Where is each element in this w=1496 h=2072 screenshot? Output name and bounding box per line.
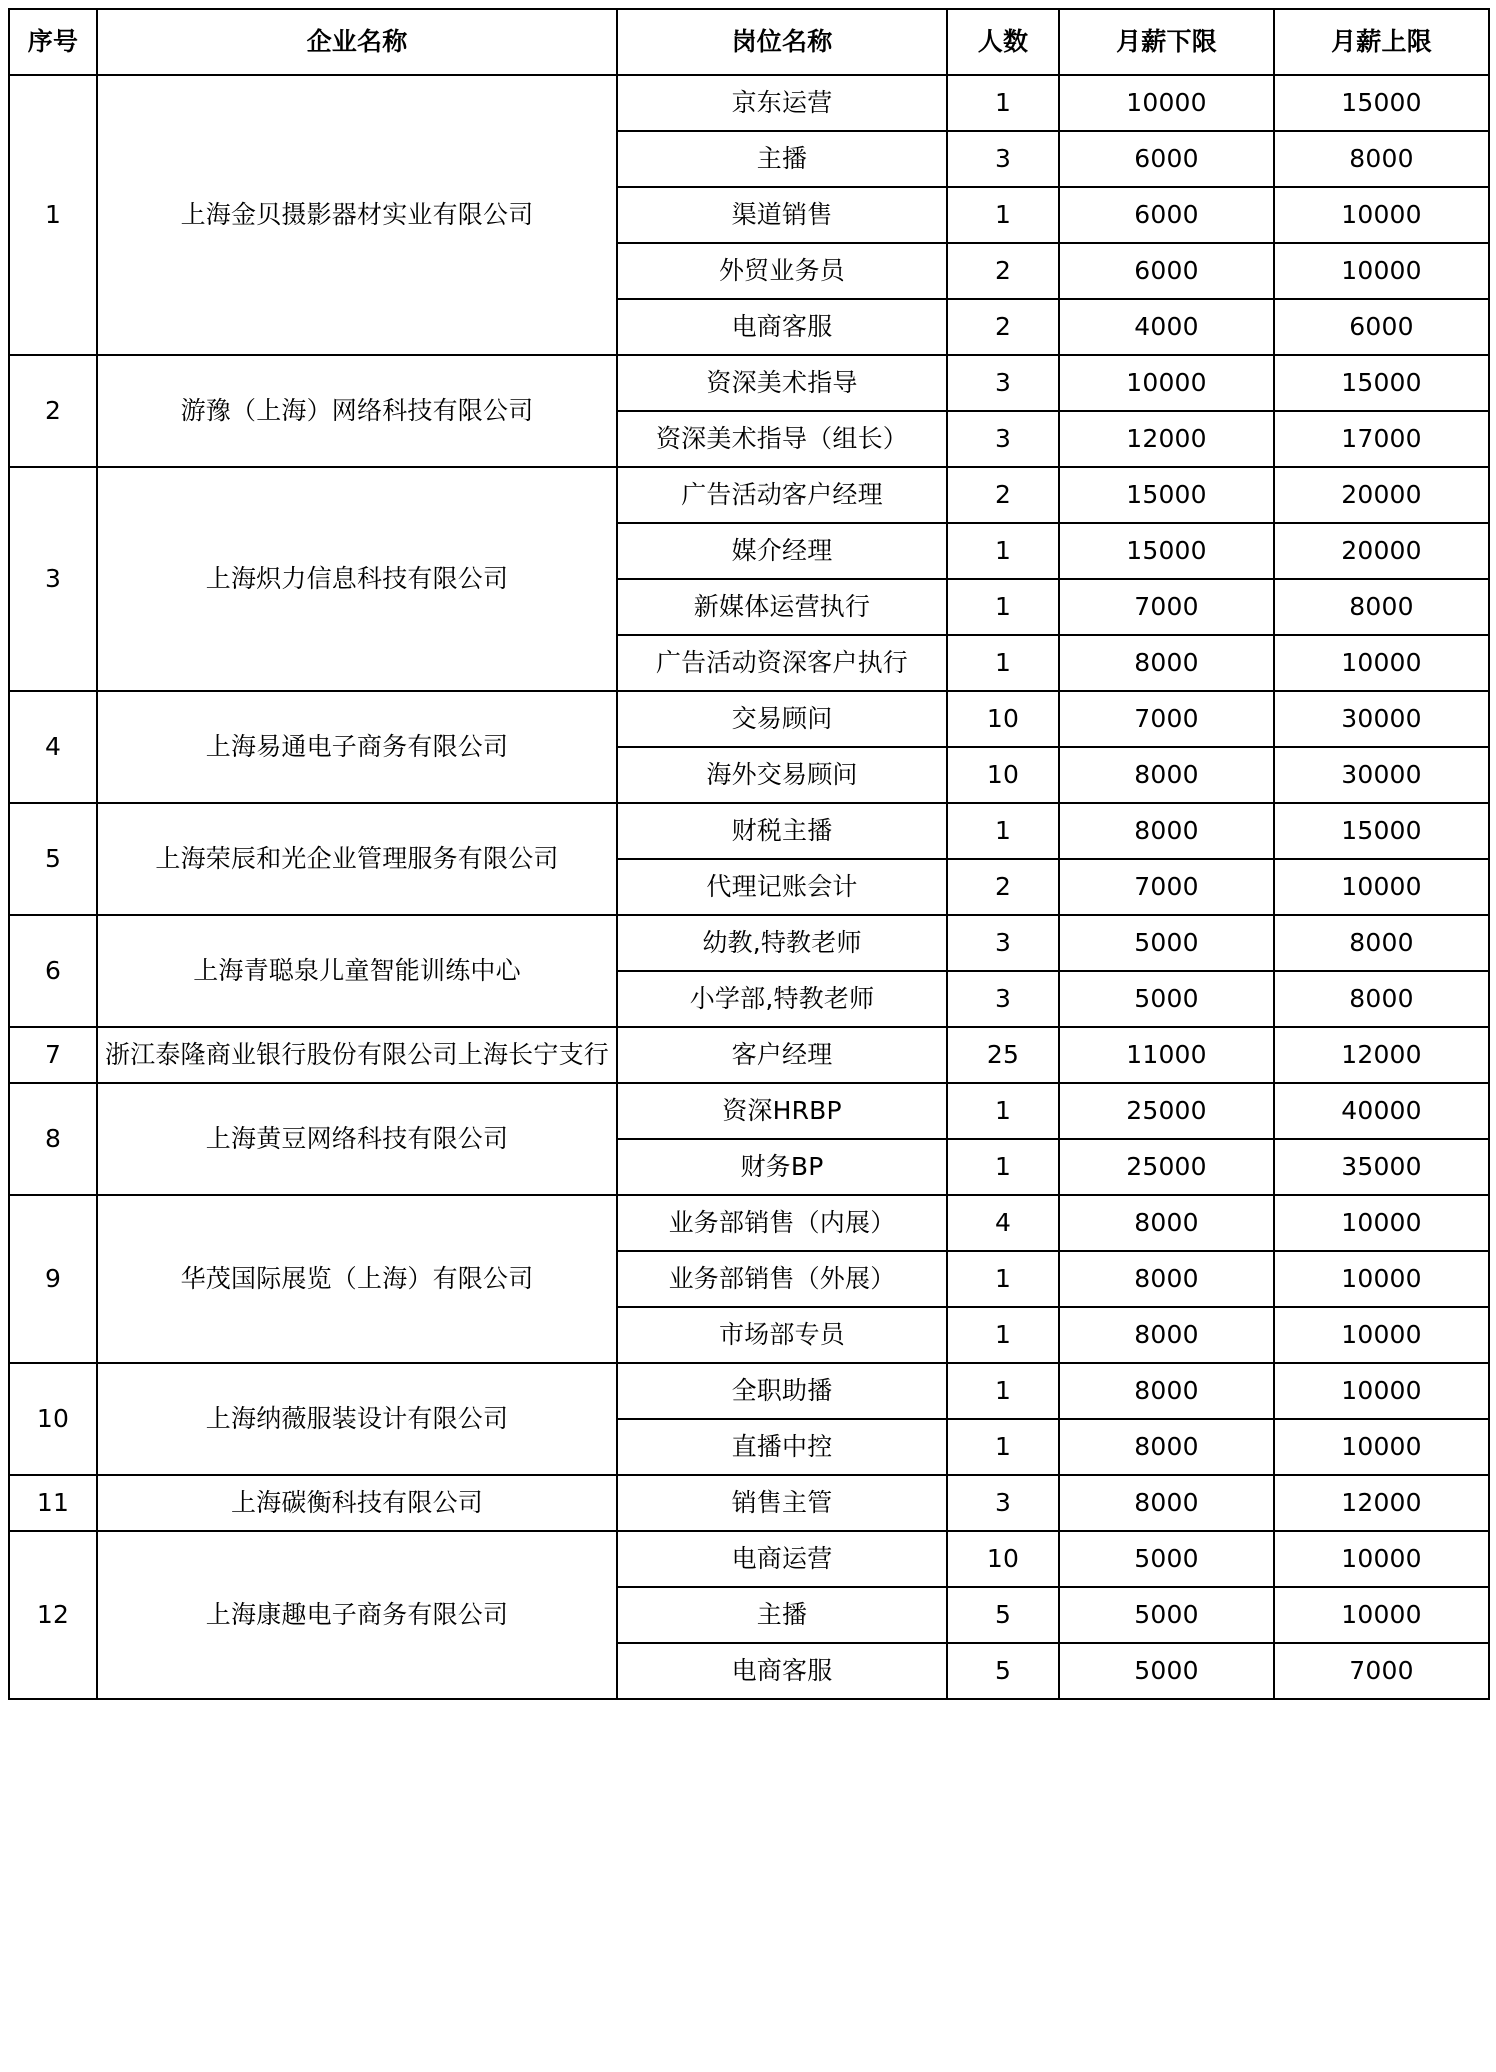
cell-max-salary: 15000 bbox=[1274, 355, 1489, 411]
cell-job-title: 小学部,特教老师 bbox=[617, 971, 947, 1027]
table-row bbox=[9, 1475, 1489, 1531]
cell-min-salary: 15000 bbox=[1059, 467, 1274, 523]
cell-max-salary: 10000 bbox=[1274, 243, 1489, 299]
cell-company-name: 上海炽力信息科技有限公司 bbox=[97, 467, 617, 691]
cell-max-salary: 15000 bbox=[1274, 803, 1489, 859]
cell-max-salary: 40000 bbox=[1274, 1083, 1489, 1139]
cell-max-salary: 7000 bbox=[1274, 1643, 1489, 1699]
cell-max-salary: 10000 bbox=[1274, 1195, 1489, 1251]
cell-max-salary: 10000 bbox=[1274, 1307, 1489, 1363]
cell-max-salary: 35000 bbox=[1274, 1139, 1489, 1195]
column-header-company: 企业名称 bbox=[97, 9, 617, 75]
cell-max-salary: 17000 bbox=[1274, 411, 1489, 467]
cell-min-salary: 8000 bbox=[1059, 1307, 1274, 1363]
table-row bbox=[9, 1363, 1489, 1419]
table-row bbox=[9, 75, 1489, 131]
table-row bbox=[9, 803, 1489, 859]
cell-max-salary: 10000 bbox=[1274, 187, 1489, 243]
cell-index: 4 bbox=[9, 691, 97, 803]
cell-min-salary: 8000 bbox=[1059, 1475, 1274, 1531]
cell-job-title: 媒介经理 bbox=[617, 523, 947, 579]
cell-company-name: 上海纳薇服装设计有限公司 bbox=[97, 1363, 617, 1475]
cell-headcount: 10 bbox=[947, 747, 1059, 803]
cell-job-title: 业务部销售（外展） bbox=[617, 1251, 947, 1307]
cell-headcount: 1 bbox=[947, 1251, 1059, 1307]
cell-index: 7 bbox=[9, 1027, 97, 1083]
cell-job-title: 电商客服 bbox=[617, 299, 947, 355]
cell-headcount: 2 bbox=[947, 299, 1059, 355]
cell-max-salary: 8000 bbox=[1274, 915, 1489, 971]
table-body bbox=[9, 75, 1489, 1699]
cell-job-title: 交易顾问 bbox=[617, 691, 947, 747]
cell-job-title: 资深HRBP bbox=[617, 1083, 947, 1139]
cell-min-salary: 6000 bbox=[1059, 187, 1274, 243]
cell-max-salary: 10000 bbox=[1274, 1419, 1489, 1475]
cell-headcount: 1 bbox=[947, 1363, 1059, 1419]
cell-headcount: 3 bbox=[947, 915, 1059, 971]
cell-job-title: 财税主播 bbox=[617, 803, 947, 859]
header-row bbox=[9, 9, 1489, 75]
cell-max-salary: 10000 bbox=[1274, 635, 1489, 691]
table-row bbox=[9, 1531, 1489, 1587]
cell-min-salary: 12000 bbox=[1059, 411, 1274, 467]
table-row bbox=[9, 1195, 1489, 1251]
cell-job-title: 销售主管 bbox=[617, 1475, 947, 1531]
cell-index: 8 bbox=[9, 1083, 97, 1195]
cell-job-title: 电商客服 bbox=[617, 1643, 947, 1699]
column-header-job: 岗位名称 bbox=[617, 9, 947, 75]
cell-max-salary: 10000 bbox=[1274, 1587, 1489, 1643]
cell-job-title: 主播 bbox=[617, 1587, 947, 1643]
cell-company-name: 上海康趣电子商务有限公司 bbox=[97, 1531, 617, 1699]
cell-company-name: 游豫（上海）网络科技有限公司 bbox=[97, 355, 617, 467]
column-header-index: 序号 bbox=[9, 9, 97, 75]
cell-max-salary: 10000 bbox=[1274, 1531, 1489, 1587]
cell-headcount: 1 bbox=[947, 75, 1059, 131]
cell-job-title: 电商运营 bbox=[617, 1531, 947, 1587]
cell-index: 12 bbox=[9, 1531, 97, 1699]
cell-job-title: 新媒体运营执行 bbox=[617, 579, 947, 635]
cell-headcount: 5 bbox=[947, 1587, 1059, 1643]
cell-index: 10 bbox=[9, 1363, 97, 1475]
cell-min-salary: 4000 bbox=[1059, 299, 1274, 355]
cell-min-salary: 7000 bbox=[1059, 691, 1274, 747]
cell-job-title: 广告活动资深客户执行 bbox=[617, 635, 947, 691]
cell-headcount: 10 bbox=[947, 1531, 1059, 1587]
cell-min-salary: 8000 bbox=[1059, 1195, 1274, 1251]
cell-min-salary: 10000 bbox=[1059, 355, 1274, 411]
cell-headcount: 1 bbox=[947, 1419, 1059, 1475]
cell-index: 2 bbox=[9, 355, 97, 467]
cell-max-salary: 20000 bbox=[1274, 523, 1489, 579]
cell-min-salary: 7000 bbox=[1059, 579, 1274, 635]
cell-headcount: 4 bbox=[947, 1195, 1059, 1251]
cell-min-salary: 7000 bbox=[1059, 859, 1274, 915]
cell-min-salary: 6000 bbox=[1059, 243, 1274, 299]
cell-headcount: 1 bbox=[947, 187, 1059, 243]
cell-max-salary: 10000 bbox=[1274, 1251, 1489, 1307]
cell-min-salary: 10000 bbox=[1059, 75, 1274, 131]
cell-company-name: 上海金贝摄影器材实业有限公司 bbox=[97, 75, 617, 355]
cell-job-title: 渠道销售 bbox=[617, 187, 947, 243]
cell-max-salary: 8000 bbox=[1274, 131, 1489, 187]
cell-max-salary: 10000 bbox=[1274, 859, 1489, 915]
cell-headcount: 10 bbox=[947, 691, 1059, 747]
cell-min-salary: 5000 bbox=[1059, 1643, 1274, 1699]
cell-min-salary: 25000 bbox=[1059, 1139, 1274, 1195]
cell-max-salary: 20000 bbox=[1274, 467, 1489, 523]
cell-headcount: 2 bbox=[947, 243, 1059, 299]
cell-job-title: 外贸业务员 bbox=[617, 243, 947, 299]
cell-company-name: 上海荣辰和光企业管理服务有限公司 bbox=[97, 803, 617, 915]
cell-index: 5 bbox=[9, 803, 97, 915]
cell-min-salary: 8000 bbox=[1059, 747, 1274, 803]
cell-headcount: 1 bbox=[947, 579, 1059, 635]
cell-job-title: 直播中控 bbox=[617, 1419, 947, 1475]
cell-company-name: 上海青聪泉儿童智能训练中心 bbox=[97, 915, 617, 1027]
cell-max-salary: 15000 bbox=[1274, 75, 1489, 131]
cell-company-name: 上海碳衡科技有限公司 bbox=[97, 1475, 617, 1531]
cell-company-name: 华茂国际展览（上海）有限公司 bbox=[97, 1195, 617, 1363]
column-header-count: 人数 bbox=[947, 9, 1059, 75]
cell-min-salary: 8000 bbox=[1059, 1251, 1274, 1307]
cell-headcount: 1 bbox=[947, 803, 1059, 859]
cell-job-title: 业务部销售（内展） bbox=[617, 1195, 947, 1251]
cell-headcount: 1 bbox=[947, 635, 1059, 691]
cell-index: 11 bbox=[9, 1475, 97, 1531]
cell-headcount: 1 bbox=[947, 523, 1059, 579]
cell-index: 1 bbox=[9, 75, 97, 355]
cell-job-title: 代理记账会计 bbox=[617, 859, 947, 915]
cell-headcount: 1 bbox=[947, 1139, 1059, 1195]
cell-headcount: 1 bbox=[947, 1083, 1059, 1139]
cell-min-salary: 5000 bbox=[1059, 971, 1274, 1027]
cell-job-title: 广告活动客户经理 bbox=[617, 467, 947, 523]
table-row bbox=[9, 915, 1489, 971]
cell-job-title: 主播 bbox=[617, 131, 947, 187]
table-header bbox=[9, 9, 1489, 75]
cell-max-salary: 30000 bbox=[1274, 747, 1489, 803]
cell-min-salary: 11000 bbox=[1059, 1027, 1274, 1083]
table-row bbox=[9, 467, 1489, 523]
cell-max-salary: 30000 bbox=[1274, 691, 1489, 747]
cell-min-salary: 5000 bbox=[1059, 1531, 1274, 1587]
table-row bbox=[9, 1083, 1489, 1139]
cell-job-title: 海外交易顾问 bbox=[617, 747, 947, 803]
cell-min-salary: 8000 bbox=[1059, 635, 1274, 691]
cell-min-salary: 15000 bbox=[1059, 523, 1274, 579]
cell-min-salary: 5000 bbox=[1059, 1587, 1274, 1643]
cell-max-salary: 8000 bbox=[1274, 579, 1489, 635]
cell-max-salary: 12000 bbox=[1274, 1475, 1489, 1531]
cell-company-name: 上海易通电子商务有限公司 bbox=[97, 691, 617, 803]
cell-index: 9 bbox=[9, 1195, 97, 1363]
cell-min-salary: 8000 bbox=[1059, 1363, 1274, 1419]
cell-headcount: 1 bbox=[947, 1307, 1059, 1363]
cell-company-name: 浙江泰隆商业银行股份有限公司上海长宁支行 bbox=[97, 1027, 617, 1083]
table-row bbox=[9, 1027, 1489, 1083]
cell-headcount: 2 bbox=[947, 859, 1059, 915]
recruitment-table bbox=[8, 8, 1490, 1700]
cell-job-title: 市场部专员 bbox=[617, 1307, 947, 1363]
cell-headcount: 25 bbox=[947, 1027, 1059, 1083]
cell-job-title: 全职助播 bbox=[617, 1363, 947, 1419]
cell-min-salary: 8000 bbox=[1059, 1419, 1274, 1475]
cell-max-salary: 8000 bbox=[1274, 971, 1489, 1027]
cell-headcount: 3 bbox=[947, 355, 1059, 411]
cell-max-salary: 10000 bbox=[1274, 1363, 1489, 1419]
cell-min-salary: 8000 bbox=[1059, 803, 1274, 859]
cell-job-title: 客户经理 bbox=[617, 1027, 947, 1083]
table-row bbox=[9, 691, 1489, 747]
cell-job-title: 幼教,特教老师 bbox=[617, 915, 947, 971]
cell-headcount: 3 bbox=[947, 971, 1059, 1027]
cell-max-salary: 12000 bbox=[1274, 1027, 1489, 1083]
cell-headcount: 3 bbox=[947, 411, 1059, 467]
cell-company-name: 上海黄豆网络科技有限公司 bbox=[97, 1083, 617, 1195]
table-row bbox=[9, 355, 1489, 411]
cell-job-title: 京东运营 bbox=[617, 75, 947, 131]
cell-max-salary: 6000 bbox=[1274, 299, 1489, 355]
cell-job-title: 资深美术指导 bbox=[617, 355, 947, 411]
cell-min-salary: 6000 bbox=[1059, 131, 1274, 187]
cell-index: 6 bbox=[9, 915, 97, 1027]
cell-min-salary: 5000 bbox=[1059, 915, 1274, 971]
cell-min-salary: 25000 bbox=[1059, 1083, 1274, 1139]
cell-index: 3 bbox=[9, 467, 97, 691]
column-header-max-salary: 月薪上限 bbox=[1274, 9, 1489, 75]
column-header-min-salary: 月薪下限 bbox=[1059, 9, 1274, 75]
cell-headcount: 5 bbox=[947, 1643, 1059, 1699]
cell-headcount: 3 bbox=[947, 1475, 1059, 1531]
cell-job-title: 资深美术指导（组长） bbox=[617, 411, 947, 467]
cell-headcount: 2 bbox=[947, 467, 1059, 523]
cell-job-title: 财务BP bbox=[617, 1139, 947, 1195]
cell-headcount: 3 bbox=[947, 131, 1059, 187]
